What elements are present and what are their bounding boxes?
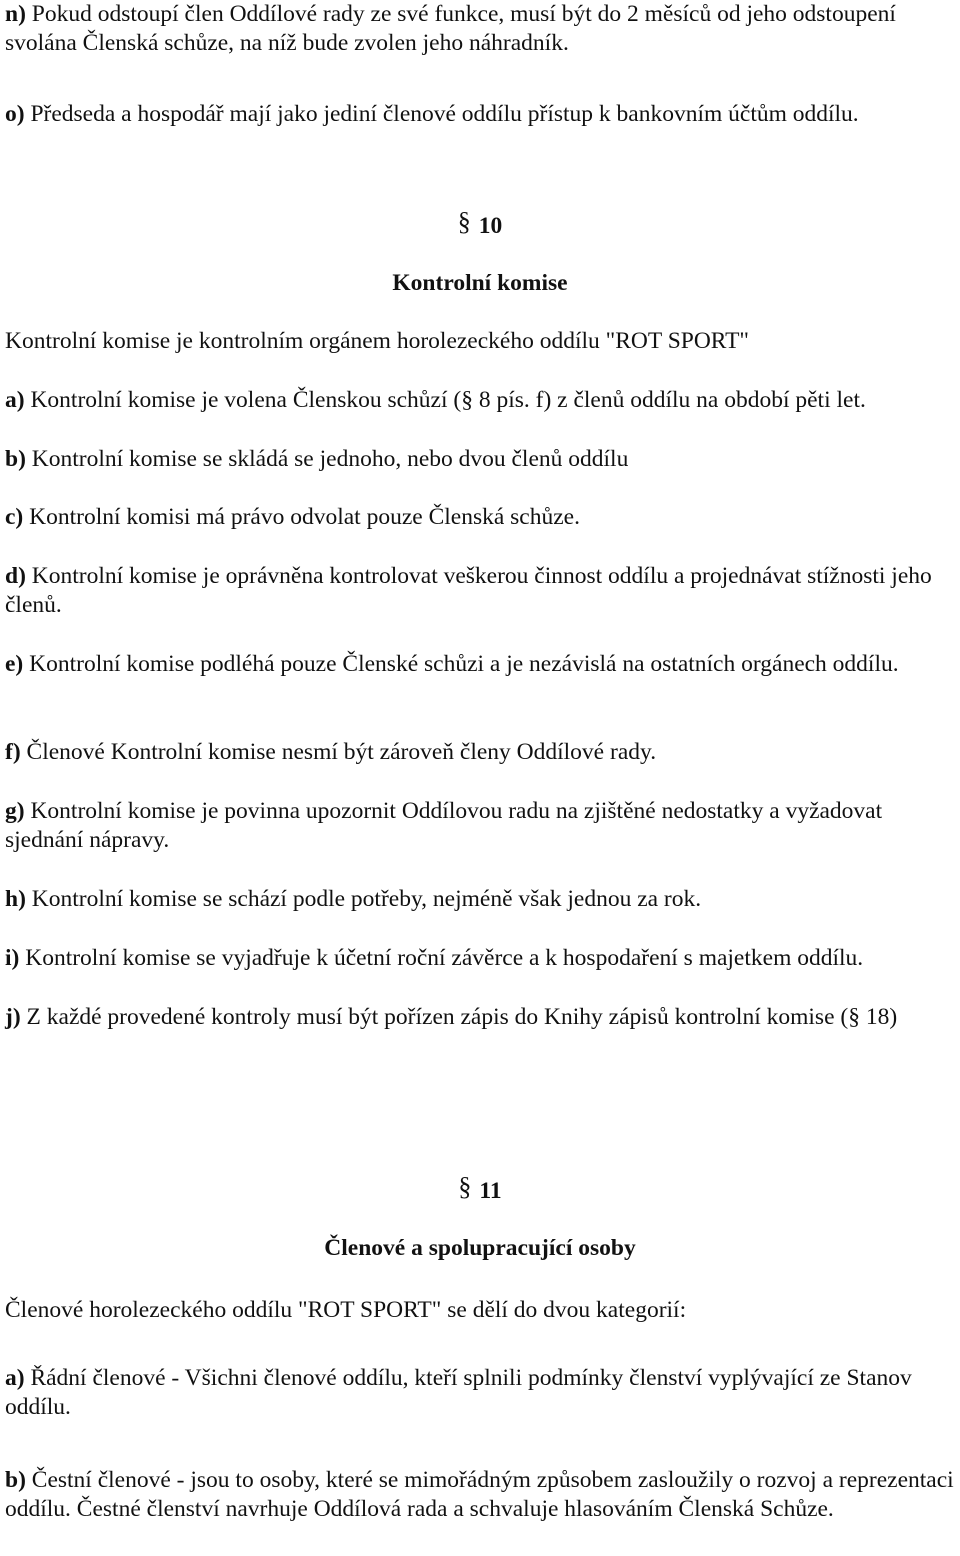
- section-symbol: §: [457, 207, 471, 236]
- paragraph-10a: [5, 386, 960, 415]
- section-title: Členové a spolupracující osoby: [324, 1235, 636, 1261]
- section-symbol: §: [458, 1172, 472, 1201]
- item-letter: h): [5, 886, 26, 912]
- item-letter: a): [5, 1365, 25, 1391]
- item-text: Kontrolní komisi má právo odvolat pouze Členská schůze.: [23, 504, 580, 530]
- item-text: Členové Kontrolní komise nesmí být zároveň členy Oddílové rady.: [20, 739, 657, 765]
- item-letter: g): [5, 798, 25, 824]
- item-letter: j): [5, 1004, 21, 1030]
- section-11-title: [0, 1234, 960, 1263]
- paragraph-10c: [5, 503, 960, 532]
- item-text: Řádní členové - Všichni členové oddílu, kteří splnili podmínky členství vyplývající ze Stanov oddílu.: [5, 1365, 912, 1420]
- paragraph-11b: [5, 1466, 960, 1524]
- paragraph-10e: [5, 650, 960, 679]
- item-text: Kontrolní komise se skládá se jednoho, nebo dvou členů oddílu: [25, 446, 629, 472]
- item-text: Kontrolní komise se schází podle potřeby, nejméně však jednou za rok.: [25, 886, 702, 912]
- section-10-number: [0, 207, 960, 241]
- item-letter: e): [5, 651, 24, 677]
- item-letter: d): [5, 563, 26, 589]
- section-11-intro: Členové horolezeckého oddílu "ROT SPORT" se dělí do dvou kategorií:: [5, 1297, 687, 1323]
- section-10-title: [0, 269, 960, 298]
- item-text: Kontrolní komise podléhá pouze Členské schůzi a je nezávislá na ostatních orgánech oddílu.: [23, 651, 899, 677]
- item-text: Kontrolní komise se vyjadřuje k účetní roční závěrce a k hospodaření s majetkem oddílu.: [19, 945, 864, 971]
- item-text: Pokud odstoupí člen Oddílové rady ze své funkce, musí být do 2 měsíců od jeho odstoupení svolána Členská schůze, na níž bude zvolen jeho náhradník.: [5, 1, 896, 56]
- paragraph-10h: [5, 885, 960, 914]
- item-text: Kontrolní komise je oprávněna kontrolovat veškerou činnost oddílu a projednávat stížnosti jeho členů.: [5, 563, 932, 618]
- paragraph-o: [5, 100, 960, 129]
- section-title: Kontrolní komise: [392, 270, 568, 296]
- item-letter: b): [5, 1467, 26, 1493]
- paragraph-10j: [5, 1003, 960, 1032]
- paragraph-11a: [5, 1364, 960, 1422]
- section-10-intro: Kontrolní komise je kontrolním orgánem horolezeckého oddílu "ROT SPORT": [5, 328, 750, 354]
- item-letter: a): [5, 387, 25, 413]
- item-letter: c): [5, 504, 24, 530]
- paragraph-n: [5, 0, 960, 58]
- item-text: Čestní členové - jsou to osoby, které se mimořádným způsobem zasloužily o rozvoj a reprezentaci oddílu. Čestné členství navrhuje Oddílová rada a schvaluje hlasováním Členská Schůze.: [5, 1467, 954, 1522]
- item-letter: i): [5, 945, 20, 971]
- item-text: Kontrolní komise je volena Členskou schůzí (§ 8 pís. f) z členů oddílu na období pěti let.: [24, 387, 866, 413]
- paragraph-10d: [5, 562, 960, 620]
- paragraph-10g: [5, 797, 960, 855]
- item-letter: b): [5, 446, 26, 472]
- item-letter: n): [5, 1, 26, 27]
- item-letter: f): [5, 739, 21, 765]
- paragraph-10i: [5, 944, 960, 973]
- item-text: Předseda a hospodář mají jako jediní členové oddílu přístup k bankovním účtům oddílu.: [24, 101, 859, 127]
- paragraph-10b: [5, 445, 960, 474]
- section-number: 10: [478, 213, 503, 239]
- paragraph-10f: [5, 738, 960, 767]
- section-number: 11: [479, 1178, 502, 1204]
- section-11-number: [0, 1172, 960, 1206]
- item-text: Z každé provedené kontroly musí být pořízen zápis do Knihy zápisů kontrolní komise (§ 18): [20, 1004, 898, 1030]
- item-letter: o): [5, 101, 25, 127]
- item-text: Kontrolní komise je povinna upozornit Oddílovou radu na zjištěné nedostatky a vyžadovat sjednání nápravy.: [5, 798, 883, 853]
